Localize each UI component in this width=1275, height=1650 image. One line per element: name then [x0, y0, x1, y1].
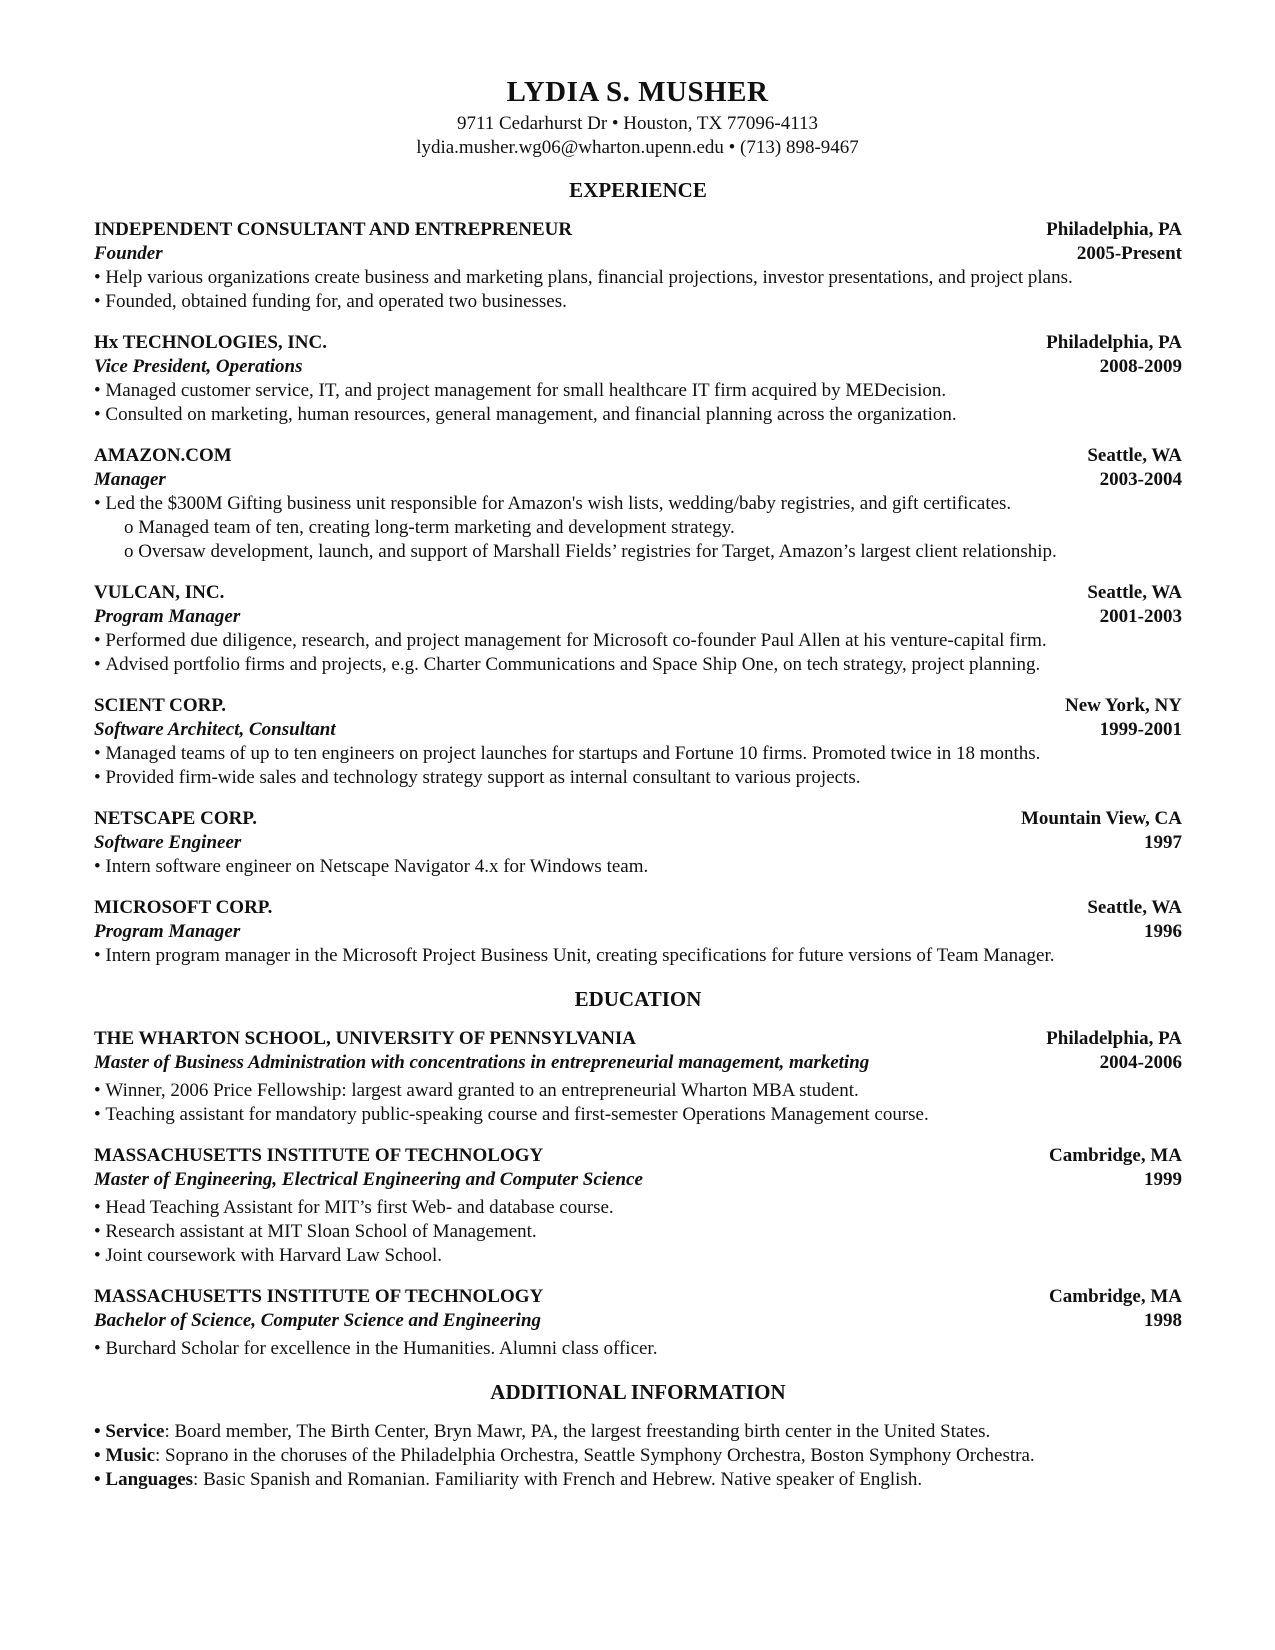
bullet-item: • Burchard Scholar for excellence in the Humanities. Alumni class officer. [94, 1337, 1182, 1361]
bullet-item: • Intern program manager in the Microsoft Project Business Unit, creating specifications for future versions of Team Manager. [94, 944, 1182, 968]
sub-bullet-item: o Oversaw development, launch, and support of Marshall Fields’ registries for Target, Amazon’s largest client relationship. [124, 540, 1182, 564]
institution: MASSACHUSETTS INSTITUTE OF TECHNOLOGY [94, 1145, 544, 1166]
bullet-item: • Advised portfolio firms and projects, e.g. Charter Communications and Space Ship One, on tech strategy, project planning. [94, 653, 1182, 677]
bullet-list [94, 742, 1182, 790]
additional-list [94, 1420, 1182, 1492]
experience-entry [94, 896, 1182, 968]
bullet-item: • Research assistant at MIT Sloan School of Management. [94, 1220, 1182, 1244]
section-heading-education: EDUCATION [574, 987, 702, 1011]
date-range: 1998 [1144, 1310, 1182, 1331]
education-entry [94, 1144, 1182, 1268]
bullet-item: • Teaching assistant for mandatory public-speaking course and first-semester Operations Management course. [94, 1103, 1182, 1127]
organization: NETSCAPE CORP. [94, 808, 257, 829]
bullet-list [94, 1196, 1182, 1268]
item-text: : Board member, The Birth Center, Bryn Mawr, PA, the largest freestanding birth center in the United States. [164, 1421, 991, 1442]
sub-bullet-list [94, 516, 1182, 564]
resume-body [94, 176, 1182, 1492]
item-key: Music [105, 1445, 156, 1466]
candidate-name: LYDIA S. MUSHER [506, 76, 769, 108]
location: Philadelphia, PA [1046, 332, 1182, 353]
bullet-item: • Founded, obtained funding for, and operated two businesses. [94, 290, 1182, 314]
bullet-item: • Joint coursework with Harvard Law School. [94, 1244, 1182, 1268]
role-title: Software Engineer [94, 832, 242, 853]
location: Mountain View, CA [1021, 808, 1182, 829]
experience-entry [94, 331, 1182, 427]
experience-entry [94, 581, 1182, 677]
date-range: 2005-Present [1076, 243, 1182, 264]
location: Cambridge, MA [1049, 1286, 1182, 1307]
experience-entry [94, 694, 1182, 790]
organization: Hx TECHNOLOGIES, INC. [94, 332, 327, 353]
location: New York, NY [1065, 695, 1182, 716]
degree: Master of Engineering, Electrical Engineering and Computer Science [94, 1169, 643, 1190]
bullet-list [94, 1337, 1182, 1361]
date-range: 2004-2006 [1099, 1052, 1182, 1073]
date-range: 1997 [1144, 832, 1182, 853]
experience-entry [94, 444, 1182, 564]
role-title: Software Architect, Consultant [94, 719, 336, 740]
experience-section [94, 176, 1182, 968]
bullet-list [94, 492, 1182, 516]
bullet-item: • Help various organizations create business and marketing plans, financial projections, investor presentations, and project plans. [94, 266, 1182, 290]
bullet-list [94, 629, 1182, 677]
item-key: Service [105, 1421, 165, 1442]
bullet-list [94, 855, 1182, 879]
role-title: Manager [94, 469, 166, 490]
organization: VULCAN, INC. [94, 582, 225, 603]
education-entry [94, 1027, 1182, 1127]
date-range: 1999 [1144, 1169, 1182, 1190]
contact-line: lydia.musher.wg06@wharton.upenn.edu • (713) 898-9467 [416, 137, 859, 158]
bullet-item: • Led the $300M Gifting business unit responsible for Amazon's wish lists, wedding/baby registries, and gift certificates. [94, 492, 1182, 516]
date-range: 2008-2009 [1099, 356, 1182, 377]
date-range: 2001-2003 [1099, 606, 1182, 627]
location: Seattle, WA [1087, 897, 1182, 918]
item-text: : Soprano in the choruses of the Philadelphia Orchestra, Seattle Symphony Orchestra, Boston Symphony Orchestra. [155, 1445, 1035, 1466]
bullet-item: • Head Teaching Assistant for MIT’s first Web- and database course. [94, 1196, 1182, 1220]
location: Cambridge, MA [1049, 1145, 1182, 1166]
additional-item-languages [94, 1468, 1182, 1492]
location: Seattle, WA [1087, 582, 1182, 603]
additional-item-service [94, 1420, 1182, 1444]
institution: THE WHARTON SCHOOL, UNIVERSITY OF PENNSYLVANIA [94, 1028, 637, 1049]
location: Philadelphia, PA [1046, 1028, 1182, 1049]
bullet-item: • Winner, 2006 Price Fellowship: largest award granted to an entrepreneurial Wharton MBA student. [94, 1079, 1182, 1103]
item-key: Languages [105, 1469, 194, 1490]
institution: MASSACHUSETTS INSTITUTE OF TECHNOLOGY [94, 1286, 544, 1307]
bullet-item: • Intern software engineer on Netscape Navigator 4.x for Windows team. [94, 855, 1182, 879]
bullet-item: • Consulted on marketing, human resources, general management, and financial planning across the organization. [94, 403, 1182, 427]
organization: AMAZON.COM [94, 445, 232, 466]
degree: Bachelor of Science, Computer Science and Engineering [94, 1310, 542, 1331]
education-section [94, 985, 1182, 1361]
bullet-item: • Performed due diligence, research, and project management for Microsoft co-founder Paul Allen at his venture-capital firm. [94, 629, 1182, 653]
date-range: 1999-2001 [1099, 719, 1182, 740]
experience-entry [94, 218, 1182, 314]
organization: MICROSOFT CORP. [94, 897, 273, 918]
bullet-list [94, 379, 1182, 427]
role-title: Program Manager [94, 606, 241, 627]
role-title: Vice President, Operations [94, 356, 303, 377]
experience-entry [94, 807, 1182, 879]
section-heading-experience: EXPERIENCE [569, 178, 707, 202]
item-text: : Basic Spanish and Romanian. Familiarity with French and Hebrew. Native speaker of English. [193, 1469, 923, 1490]
date-range: 1996 [1144, 921, 1182, 942]
bullet-item: • Provided firm-wide sales and technology strategy support as internal consultant to various projects. [94, 766, 1182, 790]
additional-item-music [94, 1444, 1182, 1468]
date-range: 2003-2004 [1099, 469, 1182, 490]
address-line: 9711 Cedarhurst Dr • Houston, TX 77096-4113 [456, 113, 819, 134]
additional-section [94, 1378, 1182, 1492]
role-title: Founder [94, 243, 163, 264]
bullet-item: • Managed teams of up to ten engineers on project launches for startups and Fortune 10 firms. Promoted twice in 18 months. [94, 742, 1182, 766]
bullet-item: • Managed customer service, IT, and project management for small healthcare IT firm acquired by MEDecision. [94, 379, 1182, 403]
role-title: Program Manager [94, 921, 241, 942]
education-entry [94, 1285, 1182, 1361]
location: Seattle, WA [1087, 445, 1182, 466]
resume-header [0, 72, 1275, 160]
organization: INDEPENDENT CONSULTANT AND ENTREPRENEUR [94, 219, 573, 240]
bullet-list [94, 944, 1182, 968]
location: Philadelphia, PA [1046, 219, 1182, 240]
section-heading-additional: ADDITIONAL INFORMATION [490, 1380, 786, 1404]
bullet-list [94, 266, 1182, 314]
bullet-list [94, 1079, 1182, 1127]
degree: Master of Business Administration with concentrations in entrepreneurial management, marketing [94, 1052, 870, 1073]
sub-bullet-item: o Managed team of ten, creating long-term marketing and development strategy. [124, 516, 1182, 540]
organization: SCIENT CORP. [94, 695, 226, 716]
